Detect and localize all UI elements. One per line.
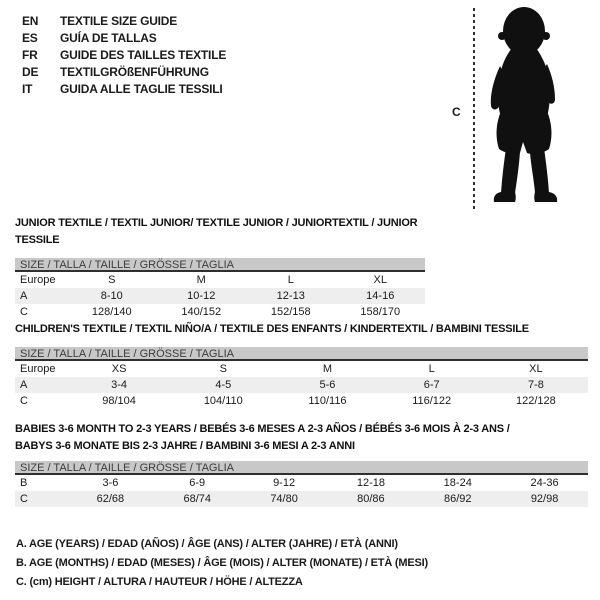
table-row xyxy=(15,377,588,393)
table-cell: M xyxy=(196,274,206,286)
babies-size-table xyxy=(15,475,588,507)
section-title xyxy=(15,421,588,455)
table-cell: 128/140 xyxy=(91,306,132,318)
language-label: GUIDA ALLE TAGLIE TESSILI xyxy=(60,82,223,96)
footnote-line-a: A. AGE (YEARS) / EDAD (AÑOS) / ÂGE (ANS) / ALTER (JAHRE) / ETÀ (ANNI) xyxy=(16,538,398,550)
size-header-bar: SIZE / TALLA / TAILLE / GRÖSSE / TAGLIA xyxy=(15,347,588,361)
language-row-es xyxy=(22,30,226,47)
table-cell: 9-12 xyxy=(273,477,296,489)
children-size-table xyxy=(15,361,588,409)
table-cell: XL xyxy=(529,363,543,375)
table-row xyxy=(15,272,425,288)
row-label: C xyxy=(20,395,28,407)
table-cell: L xyxy=(287,274,294,286)
table-cell: XS xyxy=(111,363,127,375)
table-cell: XL xyxy=(373,274,387,286)
row-label: A xyxy=(20,290,28,302)
language-label: TEXTILE SIZE GUIDE xyxy=(60,14,178,28)
table-cell: 4-5 xyxy=(215,379,232,391)
table-cell: 24-36 xyxy=(530,477,559,489)
table-cell: 7-8 xyxy=(527,379,544,391)
table-row xyxy=(15,393,588,409)
row-label: B xyxy=(20,477,28,489)
table-cell: 12-13 xyxy=(276,290,305,302)
table-cell: M xyxy=(322,363,333,375)
table-cell: 18-24 xyxy=(443,477,472,489)
language-code: ES xyxy=(22,31,38,45)
row-label: Europe xyxy=(20,363,56,375)
table-cell: 140/152 xyxy=(181,306,222,318)
table-cell: L xyxy=(428,363,435,375)
row-label: C xyxy=(20,493,28,505)
footnote-line-b: B. AGE (MONTHS) / EDAD (MESES) / ÂGE (MOIS) / ALTER (MONATE) / ETÀ (MESI) xyxy=(16,557,428,569)
section-title: JUNIOR TEXTILE / TEXTIL JUNIOR/ TEXTILE JUNIOR / JUNIORTEXTIL / JUNIOR TESSILE xyxy=(15,217,418,246)
language-row-it xyxy=(22,81,226,98)
language-title-list xyxy=(22,13,226,98)
height-dashed-line xyxy=(473,8,475,210)
language-row-en xyxy=(22,13,226,30)
language-label: GUÍA DE TALLAS xyxy=(60,31,157,45)
table-cell: 6-7 xyxy=(423,379,440,391)
table-cell: 116/122 xyxy=(412,395,452,407)
language-row-de xyxy=(22,64,226,81)
table-cell: S xyxy=(219,363,227,375)
table-cell: S xyxy=(108,274,116,286)
table-cell: 5-6 xyxy=(319,379,336,391)
table-row xyxy=(15,361,588,377)
language-code: IT xyxy=(22,82,33,96)
language-label: TEXTILGRÖßENFÜHRUNG xyxy=(60,65,209,79)
table-row xyxy=(15,288,425,304)
section-title: CHILDREN'S TEXTILE / TEXTIL NIÑO/A / TEXTILE DES ENFANTS / KINDERTEXTIL / BAMBINI TESSILE xyxy=(15,323,529,335)
table-cell: 80/86 xyxy=(357,493,385,505)
table-row xyxy=(15,491,588,507)
table-cell: 74/80 xyxy=(270,493,298,505)
language-code: FR xyxy=(22,48,38,62)
table-cell: 3-4 xyxy=(111,379,128,391)
table-cell: 152/158 xyxy=(270,306,311,318)
table-cell: 110/116 xyxy=(308,395,347,407)
table-cell: 62/68 xyxy=(96,493,125,505)
table-cell: 8-10 xyxy=(100,290,123,302)
section-title-line: BABIES 3-6 MONTH TO 2-3 YEARS / BEBÉS 3-6 MESES A 2-3 AÑOS / BÉBÉS 3-6 MOIS À 2-3 ANS / xyxy=(15,423,510,435)
language-code: EN xyxy=(22,14,39,28)
table-cell: 122/128 xyxy=(516,395,556,407)
table-cell: 14-16 xyxy=(366,290,395,302)
footnote-line-c: C. (cm) HEIGHT / ALTURA / HAUTEUR / HÖHE / ALTEZZA xyxy=(16,576,303,588)
row-label: C xyxy=(20,306,28,318)
table-row xyxy=(15,304,425,320)
row-label: Europe xyxy=(20,274,56,286)
table-cell: 10-12 xyxy=(187,290,216,302)
height-measure-label: C xyxy=(452,105,461,119)
section-children-textile xyxy=(15,321,588,409)
table-cell: 104/110 xyxy=(203,395,243,407)
size-header-bar: SIZE / TALLA / TAILLE / GRÖSSE / TAGLIA xyxy=(15,258,425,272)
table-cell: 6-9 xyxy=(189,477,206,489)
section-title-line: BABYS 3-6 MONATE BIS 2-3 JAHRE / BAMBINI 3-6 MESI A 2-3 ANNI xyxy=(15,440,355,452)
table-cell: 12-18 xyxy=(356,477,385,489)
language-label: GUIDE DES TAILLES TEXTILE xyxy=(60,48,227,62)
size-header-bar: SIZE / TALLA / TAILLE / GRÖSSE / TAGLIA xyxy=(15,461,588,475)
table-cell: 92/98 xyxy=(530,493,559,505)
table-cell: 158/170 xyxy=(360,306,401,318)
section-babies-textile xyxy=(15,421,588,507)
table-cell: 86/92 xyxy=(443,493,472,505)
row-label: A xyxy=(20,379,28,391)
table-cell: 3-6 xyxy=(102,477,119,489)
table-cell: 98/104 xyxy=(102,395,136,407)
language-row-fr xyxy=(22,47,226,64)
language-code: DE xyxy=(22,65,39,79)
section-junior-textile xyxy=(15,215,425,320)
table-row xyxy=(15,475,588,491)
footnote-legend xyxy=(16,535,428,592)
baby-silhouette-icon xyxy=(482,6,570,206)
table-cell: 68/74 xyxy=(183,493,211,505)
junior-size-table xyxy=(15,272,425,320)
